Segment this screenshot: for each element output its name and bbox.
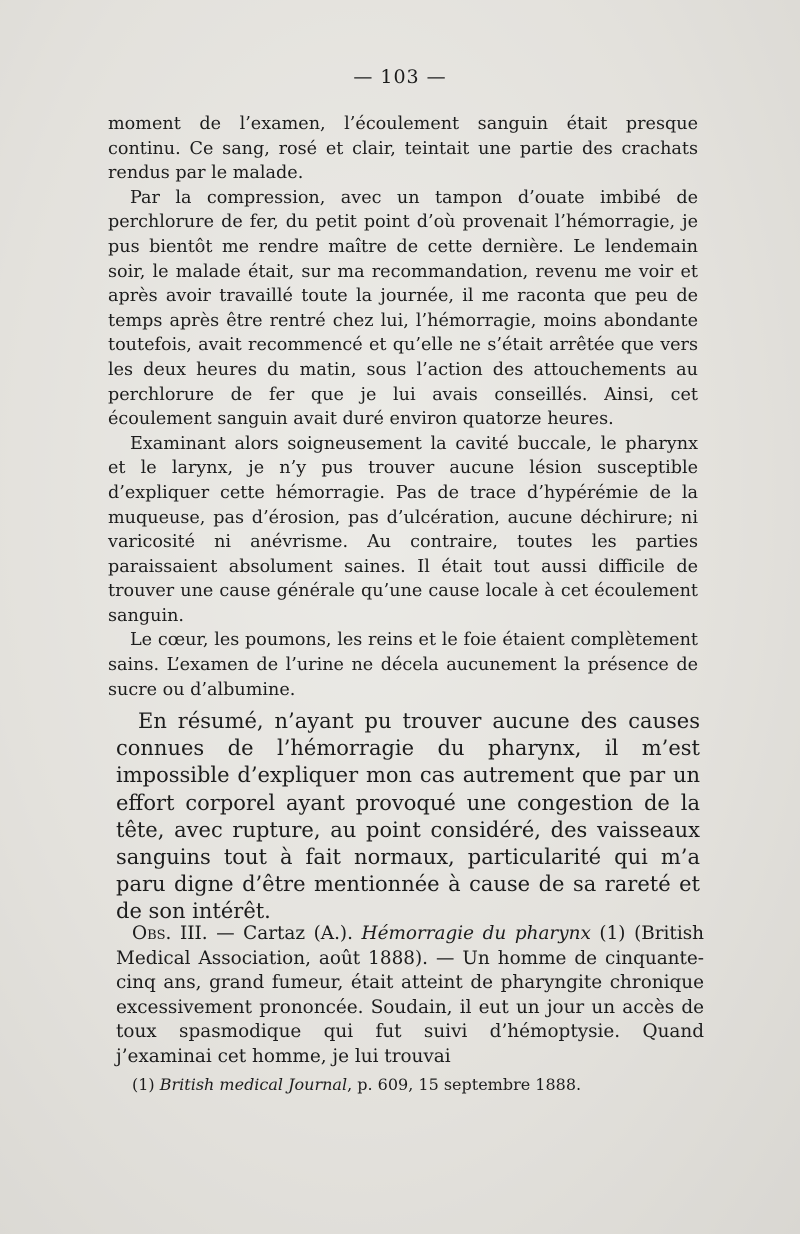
footnote-marker: (1): [132, 1075, 160, 1094]
observation-author: Cartaz (A.).: [243, 923, 362, 944]
footnote: [132, 1075, 692, 1095]
observation-label: Obs. III.: [132, 923, 208, 944]
page-number: — 103 —: [353, 66, 447, 88]
footnote-reference-text: , p. 609, 15 septembre 1888.: [347, 1075, 582, 1094]
paragraph-continued: moment de l’examen, l’écoulement sanguin était presque continu. Ce sang, rosé et clair, teintait une partie des crachats rendus par le malade.: [108, 114, 698, 184]
footnote-journal: British medical Journal: [159, 1075, 348, 1094]
paragraph-compression: Par la compression, avec un tampon d’ouate imbibé de perchlorure de fer, du petit point d’où provenait l’hémorragie, je pus bientôt me rendre maître de cette dernière. Le lendemain soir, le malade était, sur ma recommandation, revenu me voir et après avoir travaillé toute la journée, il me raconta que peu de temps après être rentré chez lui, l’hémorragie, moins abondante toutefois, avait recommencé et qu’elle ne s’était arrêtée que vers les deux heures du matin, sous l’action des attouchements au perchlorure de fer que je lui avais conseillés. Ainsi, cet écoulement sanguin avait duré environ quatorze heures.: [108, 187, 698, 430]
body-text: [108, 112, 698, 702]
observation-paragraph: [116, 922, 704, 1070]
observation-dash: —: [207, 923, 244, 944]
observation-title: Hémorragie du pharynx: [361, 923, 591, 944]
paragraph-examination: Examinant alors soigneusement la cavité buccale, le pharynx et le larynx, je n’y pus trouver aucune lésion susceptible d’expliquer cette hémorragie. Pas de trace d’hypérémie de la muqueuse, pas d’érosion, pas d’ulcération, aucune déchirure; ni varicosité ni anévrisme. Au contraire, toutes les parties paraissaient absolument saines. Il était tout aussi difficile de trouver une cause générale qu’une cause locale à cet écoulement sanguin.: [108, 433, 698, 626]
paragraph-organs: Le cœur, les poumons, les reins et le foie étaient complètement sains. L’examen de l’urine ne décela aucunement la présence de sucre ou d’albumine.: [108, 630, 698, 700]
summary-paragraph: En résumé, n’ayant pu trouver aucune des causes connues de l’hémorragie du pharynx, il m’est impossible d’expliquer mon cas autrement que par un effort corporel ayant provoqué une congestion de la tête, avec rupture, au point considéré, des vaisseaux sanguins tout à fait normaux, particularité qui m’a paru digne d’être mentionnée à cause de sa rareté et de son intérêt.: [116, 709, 700, 924]
observation-text: (British Medical Association, août 1888). — Un homme de cinquante-cinq ans, grand fumeur, était atteint de pharyngite chronique excessivement prononcée. Soudain, il eut un jour un accès de toux spasmodique qui fut suivi d’hémoptysie. Quand j’examinai cet homme, je lui trouvai: [116, 923, 704, 1067]
footnote-reference: (1): [590, 923, 626, 944]
